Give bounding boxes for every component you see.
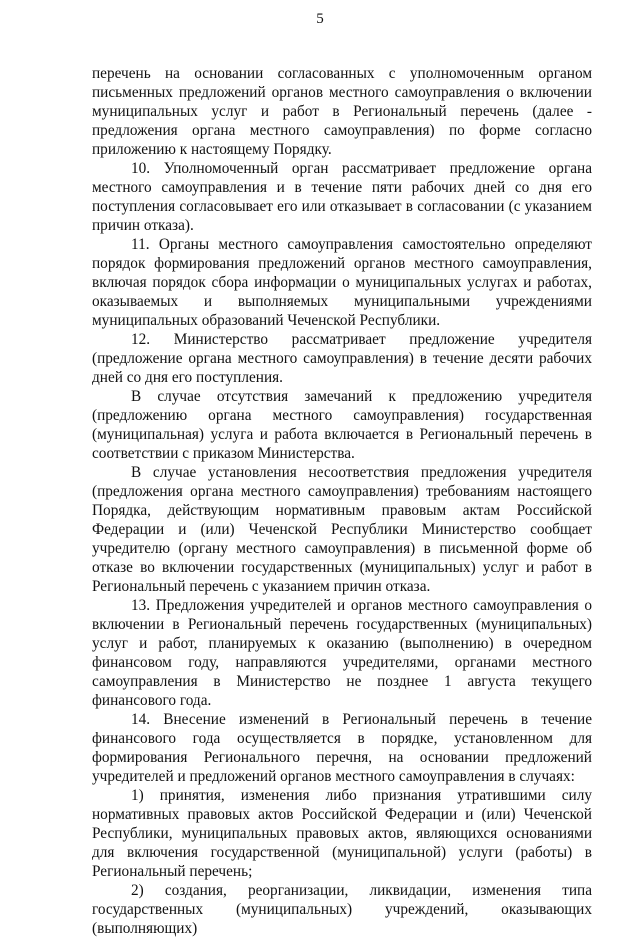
page-number: 5 — [316, 11, 324, 27]
paragraph-item-13: 13. Предложения учредителей и органов местного самоуправления о включении в Региональный перечень государственных (муниципальных) услуг и работ, планируемых к оказанию (выполнению) в очередном финансовом году, направляются учредителями, органами местного самоуправления в Министерство не позднее 1 августа текущего финансового года. — [92, 597, 592, 709]
paragraph-no-remarks: В случае отсутствия замечаний к предложению учредителя (предложению органа местного самоуправления) государственная (муниципальная) услуга и работа включается в Региональный перечень в соответствии с приказом Министерства. — [92, 388, 592, 462]
paragraph-intro: перечень на основании согласованных с уполномоченным органом письменных предложений органов местного самоуправления о включении муниципальных услуг и работ в Региональный перечень (далее - предложения органа местного самоуправления) по форме согласно приложению к настоящему Порядку. — [92, 65, 592, 158]
paragraph-item-12: 12. Министерство рассматривает предложение учредителя (предложение органа местного самоуправления) в течение десяти рабочих дней со дня его поступления. — [92, 331, 592, 386]
paragraph-item-11: 11. Органы местного самоуправления самостоятельно определяют порядок формирования предложений органов местного самоуправления, включая порядок сбора информации о муниципальных услугах и работах, оказываемых и выполняемых муниципальными учреждениями муниципальных образований Чеченской Республики. — [92, 236, 592, 329]
paragraph-subitem-2: 2) создания, реорганизации, ликвидации, изменения типа государственных (муниципальных) учреждений, оказывающих (выполняющих) — [92, 882, 592, 937]
document-body — [92, 64, 592, 938]
paragraph-subitem-1: 1) принятия, изменения либо признания утратившими силу нормативных правовых актов Российской Федерации и (или) Чеченской Республики, муниципальных правовых актов, являющихся основаниями для включения государственной (муниципальной) услуги (работы) в Региональный перечень; — [92, 787, 592, 880]
paragraph-nonconformity: В случае установления несоответствия предложения учредителя (предложения органа местного самоуправления) требованиям настоящего Порядка, действующим нормативным правовым актам Российской Федерации и (или) Чеченской Республики Министерство сообщает учредителю (органу местного самоуправления) в письменной форме об отказе во включении государственных (муниципальных) услуг и работ в Региональный перечень с указанием причин отказа. — [92, 464, 592, 595]
paragraph-item-14: 14. Внесение изменений в Региональный перечень в течение финансового года осуществляется в порядке, установленном для формирования Регионального перечня, на основании предложений учредителей и предложений органов местного самоуправления в случаях: — [92, 711, 592, 785]
paragraph-item-10: 10. Уполномоченный орган рассматривает предложение органа местного самоуправления и в течение пяти рабочих дней со дня его поступления согласовывает его или отказывает в согласовании (с указанием причин отказа). — [92, 160, 592, 234]
